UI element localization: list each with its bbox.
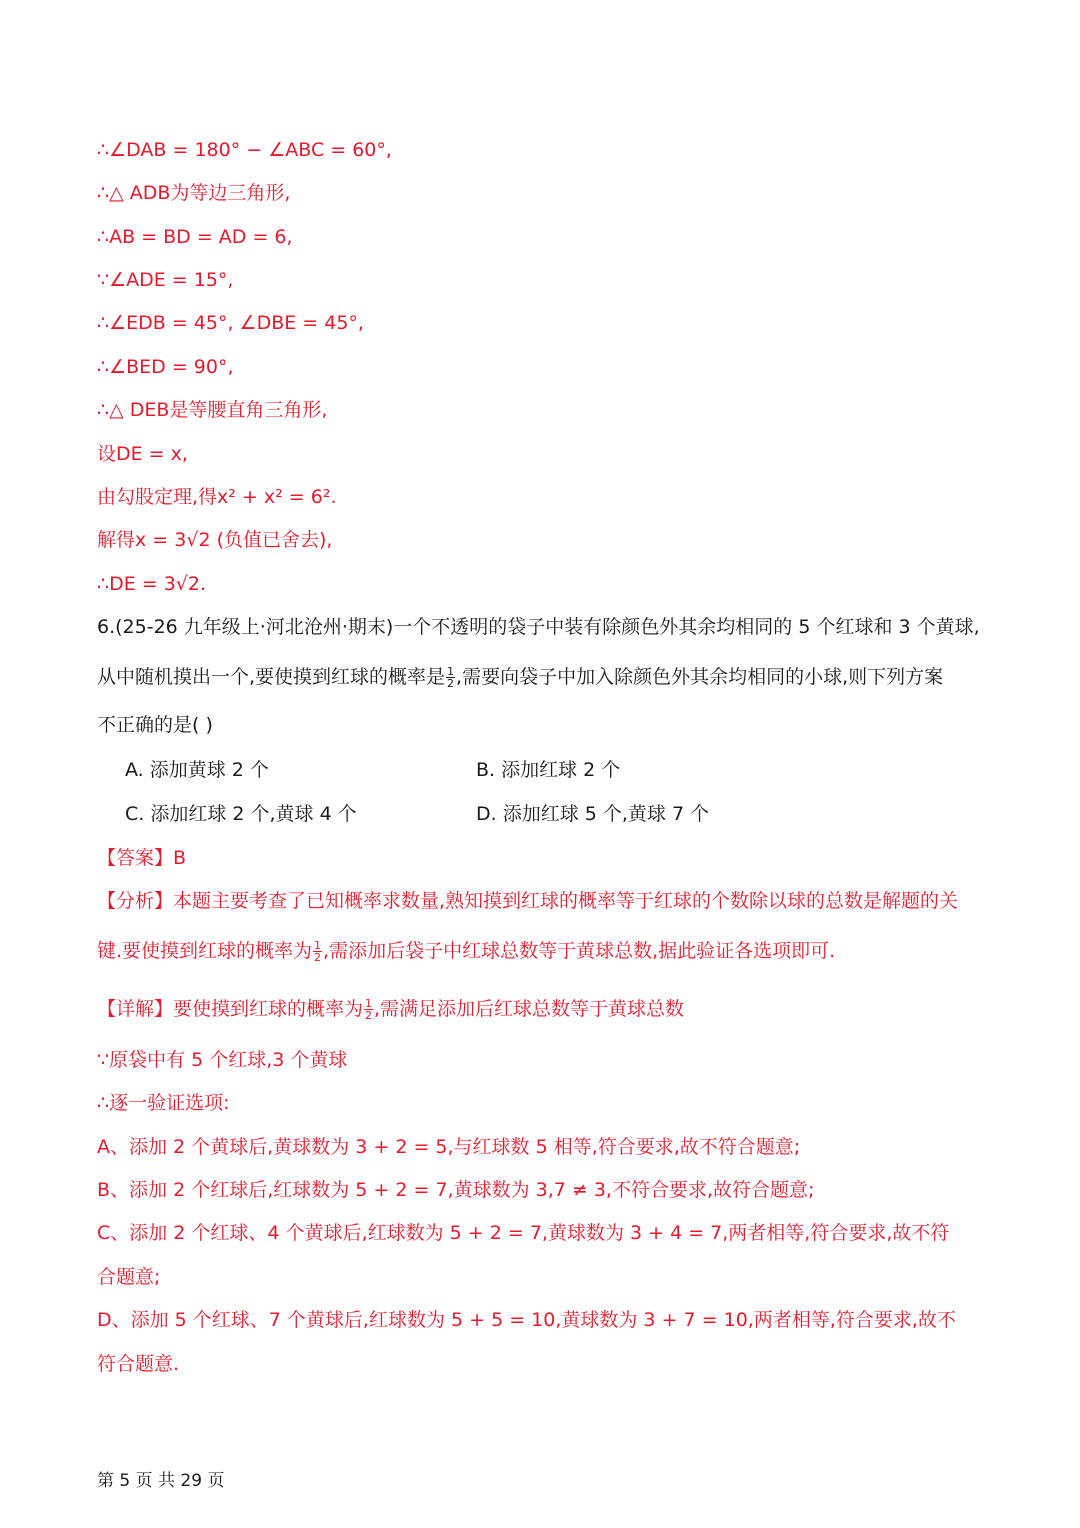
answer-line: 【答案】B bbox=[97, 847, 187, 869]
question-line-2-start: 从中随机摸出一个,要使摸到红球的概率是 bbox=[97, 666, 446, 688]
option-c: C. 添加红球 2 个,黄球 4 个 bbox=[125, 803, 357, 825]
solution-line-1: ∴∠DAB = 180° − ∠ABC = 60°, bbox=[97, 139, 392, 161]
analysis-line-2-start: 键.要使摸到红球的概率为 bbox=[97, 940, 313, 962]
solution-line-3: ∴AB = BD = AD = 6, bbox=[97, 226, 293, 248]
detail-line-4: B、添加 2 个红球后,红球数为 5 + 2 = 7,黄球数为 3,7 ≠ 3,不符合要求,故符合题意; bbox=[97, 1179, 815, 1201]
fraction-numerator: 1 bbox=[365, 997, 373, 1010]
detail-line-7: D、添加 5 个红球、7 个黄球后,红球数为 5 + 5 = 10,黄球数为 3 + 7 = 10,两者相等,符合要求,故不 bbox=[97, 1309, 956, 1331]
detail-line-end: ,需满足添加后红球总数等于黄球总数 bbox=[374, 998, 685, 1020]
detail-line-3: A、添加 2 个黄球后,黄球数为 3 + 2 = 5,与红球数 5 相等,符合要求,故不符合题意; bbox=[97, 1136, 801, 1158]
solution-line-8: 设DE = x, bbox=[97, 443, 188, 465]
detail-line-2: ∴逐一验证选项: bbox=[97, 1092, 230, 1114]
question-line-3: 不正确的是( ) bbox=[97, 714, 213, 736]
detail-line-start: 【详解】要使摸到红球的概率为 bbox=[97, 998, 364, 1020]
solution-line-10: 解得x = 3√2 (负值已舍去), bbox=[97, 529, 333, 551]
option-b: B. 添加红球 2 个 bbox=[476, 759, 621, 781]
page-footer: 第 5 页 共 29 页 bbox=[97, 1471, 225, 1491]
solution-line-4: ∵∠ADE = 15°, bbox=[97, 269, 234, 291]
analysis-line-1: 【分析】本题主要考查了已知概率求数量,熟知摸到红球的概率等于红球的个数除以球的总数是解题的关 bbox=[97, 890, 959, 912]
solution-line-7: ∴△ DEB是等腰直角三角形, bbox=[97, 399, 328, 421]
question-line-2-end: ,需要向袋子中加入除颜色外其余均相同的小球,则下列方案 bbox=[456, 666, 944, 688]
solution-line-9: 由勾股定理,得x² + x² = 6². bbox=[97, 486, 337, 508]
fraction-numerator: 1 bbox=[447, 665, 455, 678]
solution-line-5: ∴∠EDB = 45°, ∠DBE = 45°, bbox=[97, 312, 364, 334]
detail-line-5: C、添加 2 个红球、4 个黄球后,红球数为 5 + 2 = 7,黄球数为 3 + 4 = 7,两者相等,符合要求,故不符 bbox=[97, 1222, 950, 1244]
detail-line-8: 符合题意. bbox=[97, 1353, 180, 1375]
detail-line-1: ∵原袋中有 5 个红球,3 个黄球 bbox=[97, 1049, 348, 1071]
analysis-line-2-end: ,需添加后袋子中红球总数等于黄球总数,据此验证各选项即可. bbox=[323, 940, 836, 962]
question-line-1: 6.(25-26 九年级上·河北沧州·期末)一个不透明的袋子中装有除颜色外其余均相同的 5 个红球和 3 个黄球, bbox=[97, 616, 980, 638]
detail-line-6: 合题意; bbox=[97, 1266, 161, 1288]
fraction-denominator: 2 bbox=[314, 951, 322, 964]
solution-line-6: ∴∠BED = 90°, bbox=[97, 356, 234, 378]
fraction-one-half bbox=[364, 998, 373, 1021]
fraction-one-half bbox=[446, 666, 455, 689]
solution-line-11: ∴DE = 3√2. bbox=[97, 573, 207, 595]
detail-line bbox=[97, 996, 684, 1022]
analysis-line-2 bbox=[97, 938, 835, 964]
fraction-numerator: 1 bbox=[314, 939, 322, 952]
fraction-denominator: 2 bbox=[447, 677, 455, 690]
option-a: A. 添加黄球 2 个 bbox=[125, 759, 269, 781]
fraction-denominator: 2 bbox=[365, 1009, 373, 1022]
solution-line-2: ∴△ ADB为等边三角形, bbox=[97, 182, 291, 204]
question-line-2 bbox=[97, 664, 943, 690]
option-d: D. 添加红球 5 个,黄球 7 个 bbox=[476, 803, 710, 825]
fraction-one-half bbox=[313, 940, 322, 963]
